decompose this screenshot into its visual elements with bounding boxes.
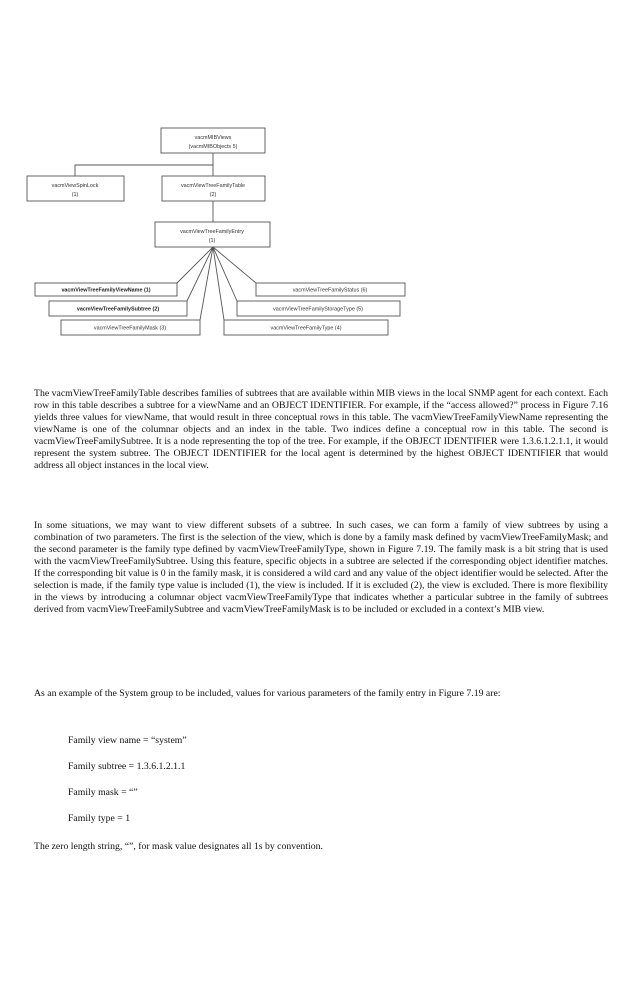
type-node-label: vacmViewTreeFamilyType (4) [270,325,342,332]
status-node-label: vacmViewTreeFamilyStatus (6) [292,287,368,294]
mask-node-label: vacmViewTreeFamilyMask (3) [93,325,167,332]
entry-node-oid: (1) [208,238,216,244]
paragraph-table-description: The vacmViewTreeFamilyTable describes families of subtrees that are available within MIB views in the local SNMP agent for each context. Each row in this table describes a subtree for a viewName and an OBJECT IDENTIFIER. For example, if the “access allowed?” process in Figure 7.16 yields three values for viewName, that would result in three conceptual rows in this table. The vacmViewTreeFamilyViewName representing the viewName is one of the columnar objects and an index in the table. Two indices define a conceptual row in this table. The second is vacmViewTreeFamilySubtree. It is a node representing the top of the tree. For example, if the OBJECT IDENTIFIER were 1.3.6.1.2.1.1, it would represent the system subtree. The OBJECT IDENTIFIER for the local agent is determined by the highest OBJECT IDENTIFIER that would address all object instances in the local view. [34,388,608,471]
table-node-oid: (2) [209,192,217,198]
paragraph-zero-length-note: The zero length string, “”, for mask value designates all 1s by convention. [34,841,323,852]
viewname-node-label: vacmViewTreeFamilyViewName (1) [61,287,151,294]
subtree-node-label: vacmViewTreeFamilySubtree (2) [76,306,160,313]
storagetype-node-label: vacmViewTreeFamilyStorageType (5) [273,306,363,313]
example-mask: Family mask = “” [68,787,138,798]
example-type: Family type = 1 [68,813,131,824]
paragraph-family-subtrees: In some situations, we may want to view different subsets of a subtree. In such cases, we can form a family of view subtrees by using a combination of two parameters. The first is the selection of the view, which is done by a family mask defined by vacmViewTreeFamilyMask; and the second parameter is the family type defined by vacmViewTreeFamilyType, shown in Figure 7.19. The family mask is a bit string that is used with the vacmViewTreeFamilySubtree. Using this feature, specific objects in a subtree are selected if the corresponding object identifier matches. If the corresponding bit value is 0 in the family mask, it is considered a wild card and any value of the object identifier would be selected. After the selection is made, if the family type value is included (1), the view is included. If it is excluded (2), the view is excluded. There is more flexibility in the views by introducing a columnar object vacmViewTreeFamilyType that indicates whether a particular subtree in the family of subtrees derived from vacmViewTreeFamilySubtree and vacmViewTreeFamilyMask is to be included or excluded in a context’s MIB view. [34,520,608,615]
root-node-name: vacmMIBViews [194,135,232,141]
example-view-name: Family view name = “system” [68,735,187,746]
spinlock-node-name: vacmViewSpinLock [51,183,99,189]
paragraph-system-example: As an example of the System group to be included, values for various parameters of the family entry in Figure 7.19 are: [34,688,501,699]
root-node-oid: (vacmMIBObjects 5) [188,144,238,150]
table-node-name: vacmViewTreeFamilyTable [180,183,246,189]
spinlock-node-oid: (1) [71,192,79,198]
mib-tree-diagram [0,0,638,360]
entry-node-name: vacmViewTreeFamilyEntry [180,229,244,235]
example-subtree: Family subtree = 1.3.6.1.2.1.1 [68,761,186,772]
